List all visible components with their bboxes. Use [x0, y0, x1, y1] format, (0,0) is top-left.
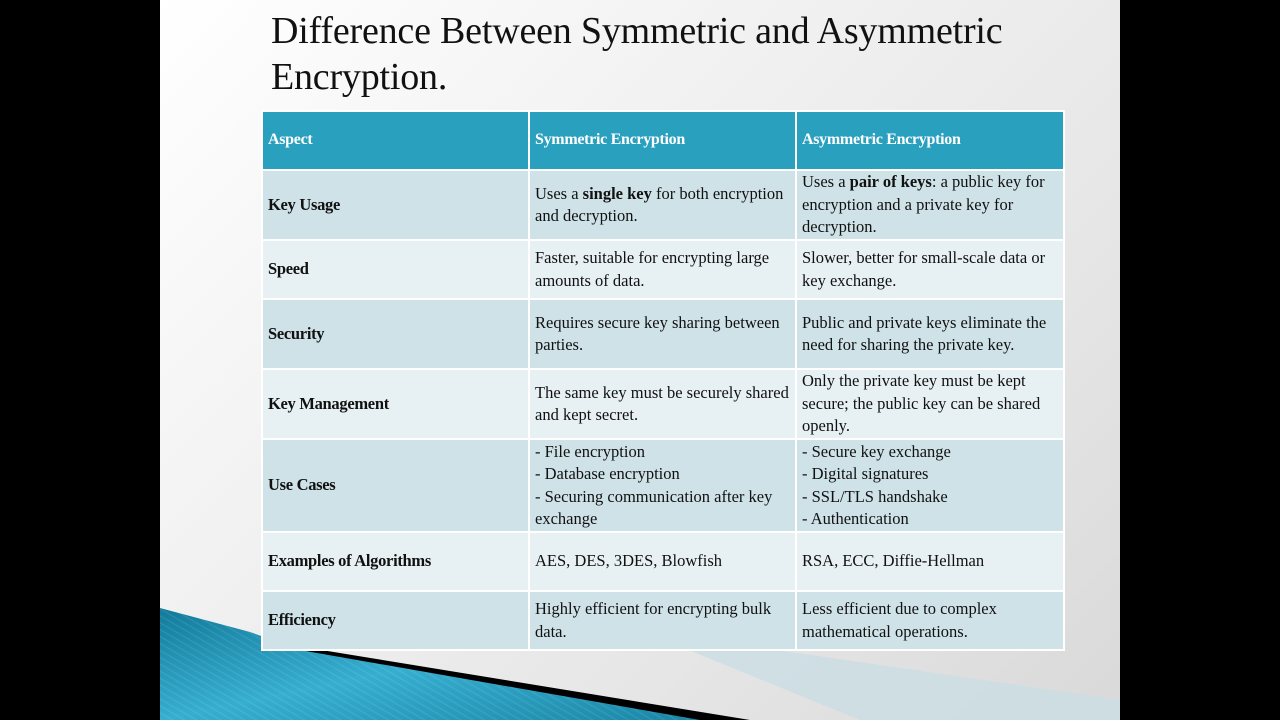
table-row-speed [262, 240, 1064, 299]
table-row-key-usage [262, 170, 1064, 240]
list-item: - Digital signatures [802, 464, 929, 483]
symmetric-cell: AES, DES, 3DES, Blowfish [529, 532, 796, 591]
aspect-cell: Use Cases [262, 439, 529, 532]
asymmetric-cell: Less efficient due to complex mathematical operations. [796, 591, 1064, 650]
list-item: - File encryption [535, 441, 645, 461]
aspect-cell: Efficiency [262, 591, 529, 650]
asymmetric-cell: RSA, ECC, Diffie-Hellman [796, 532, 1064, 591]
comparison-table [261, 110, 1065, 651]
asymmetric-cell: Slower, better for small-scale data or key exchange. [796, 240, 1064, 299]
list-item: - Secure key exchange [802, 441, 951, 461]
cell-text: Uses a [535, 183, 583, 203]
symmetric-cell [529, 170, 796, 240]
table-row-security [262, 299, 1064, 369]
presentation-slide [160, 0, 1120, 720]
symmetric-cell: The same key must be securely shared and kept secret. [529, 369, 796, 439]
aspect-cell: Speed [262, 240, 529, 299]
list-item: - SSL/TLS handshake [802, 486, 948, 506]
symmetric-cell [529, 439, 796, 532]
header-symmetric: Symmetric Encryption [529, 111, 796, 170]
symmetric-cell: Faster, suitable for encrypting large amounts of data. [529, 240, 796, 299]
aspect-cell: Examples of Algorithms [262, 532, 529, 591]
cell-text: for both encryption and decryption. [535, 183, 784, 225]
cell-bold-text: pair of keys [849, 172, 932, 192]
header-aspect: Aspect [262, 111, 529, 170]
cell-text: : a public key for encryption and a private key for decryption. [802, 172, 1045, 237]
list-item: - Authentication [802, 509, 909, 528]
symmetric-cell: Requires secure key sharing between parties. [529, 299, 796, 369]
aspect-cell: Key Usage [262, 170, 529, 240]
table-header-row [262, 111, 1064, 170]
table-row-key-management [262, 369, 1064, 439]
list-item: - Securing communication after key exchange [535, 486, 773, 528]
table-row-efficiency [262, 591, 1064, 650]
cell-bold-text: single key [582, 183, 652, 203]
slide-title: Difference Between Symmetric and Asymmetric Encryption. [271, 10, 1003, 98]
aspect-cell: Key Management [262, 369, 529, 439]
asymmetric-cell [796, 439, 1064, 532]
list-item: - Database encryption [535, 464, 680, 483]
aspect-cell: Security [262, 299, 529, 369]
table-row-examples [262, 532, 1064, 591]
cell-text: Uses a [802, 172, 850, 192]
asymmetric-cell: Public and private keys eliminate the need for sharing the private key. [796, 299, 1064, 369]
header-asymmetric: Asymmetric Encryption [796, 111, 1064, 170]
table-row-use-cases [262, 439, 1064, 532]
asymmetric-cell [796, 170, 1064, 240]
asymmetric-cell: Only the private key must be kept secure; the public key can be shared openly. [796, 369, 1064, 439]
symmetric-cell: Highly efficient for encrypting bulk data. [529, 591, 796, 650]
